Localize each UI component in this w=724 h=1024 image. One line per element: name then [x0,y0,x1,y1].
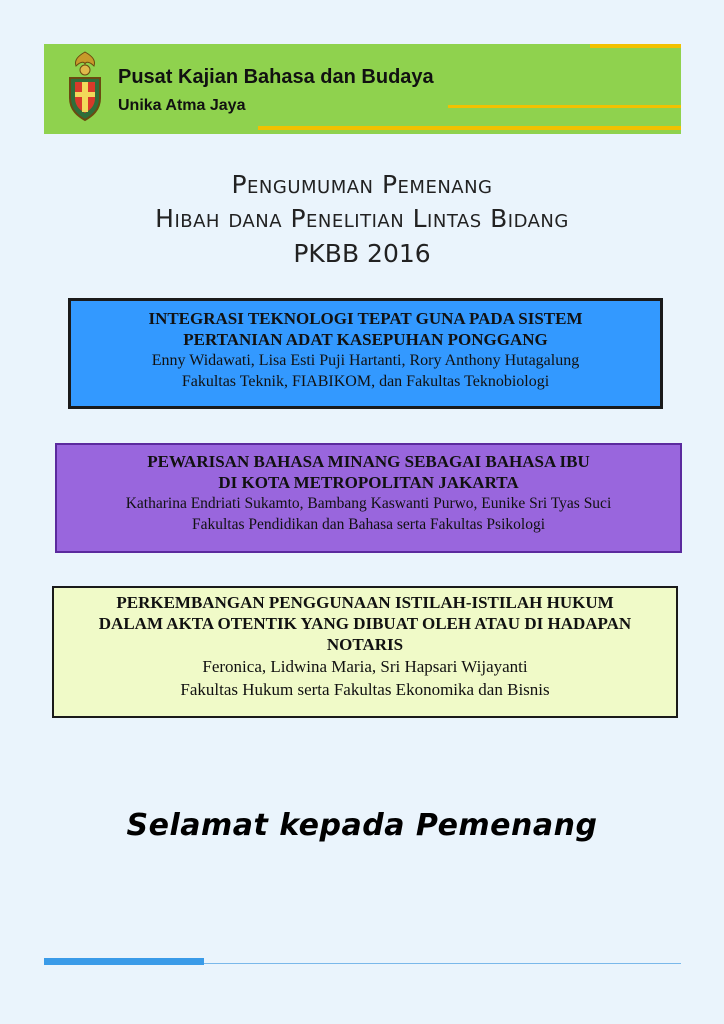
footer-accent-bar [44,958,204,965]
winner-title-line: NOTARIS [326,635,404,654]
winner-title-line: INTEGRASI TEKNOLOGI TEPAT GUNA PADA SISTEM [148,309,583,328]
banner-accent-line-bottom [258,126,681,130]
header-banner [44,44,681,134]
winner-card-2 [55,443,682,553]
winner-faculty: Fakultas Teknik, FIABIKOM, dan Fakultas Teknobiologi [181,373,550,390]
announcement-title [40,168,684,272]
org-name: Pusat Kajian Bahasa dan Budaya [118,66,434,88]
winner-authors: Feronica, Lidwina Maria, Sri Hapsari Wijayanti [202,657,528,676]
closing-message: Selamat kepada Pemenang [126,808,598,843]
title-line-2: Hibah dana Penelitian Lintas Bidang [155,204,569,233]
winner-card-1 [68,298,663,409]
winner-authors: Enny Widawati, Lisa Esti Puji Hartanti, Rory Anthony Hutagalung [151,352,580,369]
title-line-3: PKBB 2016 [293,239,431,268]
footer-rule [204,963,681,964]
banner-accent-line-mid [448,105,681,108]
winner-title-line: DI KOTA METROPOLITAN JAKARTA [218,473,519,492]
winner-title-line: PEWARISAN BAHASA MINANG SEBAGAI BAHASA IBU [147,452,590,471]
winner-card-3 [52,586,678,718]
winner-faculty: Fakultas Hukum serta Fakultas Ekonomika dan Bisnis [180,680,550,699]
title-line-1: Pengumuman Pemenang [231,170,493,199]
winner-title-line: PERTANIAN ADAT KASEPUHAN PONGGANG [183,330,548,349]
org-subtitle: Unika Atma Jaya [118,97,246,114]
winner-title-line: PERKEMBANGAN PENGGUNAAN ISTILAH-ISTILAH HUKUM [116,593,614,612]
winner-faculty: Fakultas Pendidikan dan Bahasa serta Fakultas Psikologi [191,516,545,533]
winner-authors: Katharina Endriati Sukamto, Bambang Kaswanti Purwo, Eunike Sri Tyas Suci [125,495,612,512]
university-crest-icon [62,50,108,122]
banner-accent-line-top [590,44,681,48]
winner-title-line: DALAM AKTA OTENTIK YANG DIBUAT OLEH ATAU DI HADAPAN [98,614,632,633]
